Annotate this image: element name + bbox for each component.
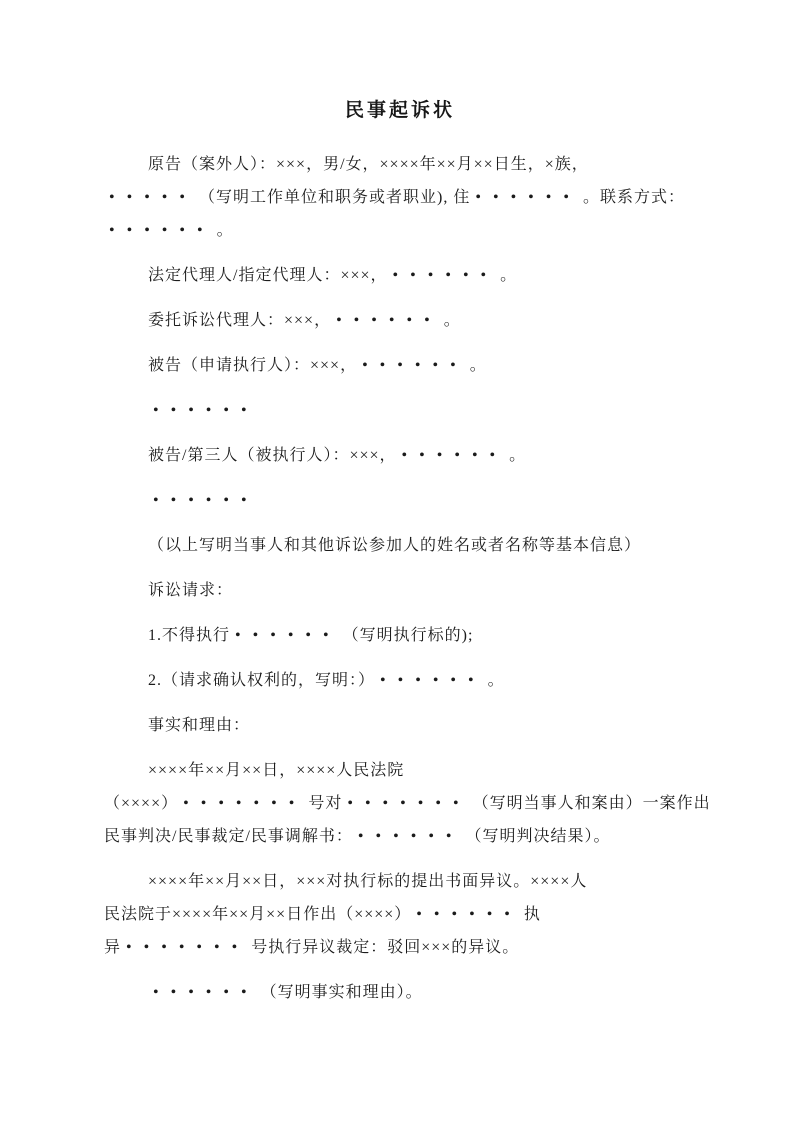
ellipsis-dots: ••••••: [392, 267, 499, 284]
document-line: [104, 394, 704, 427]
ellipsis-dots: •••••: [109, 189, 198, 206]
line-text: （写明执行标的);: [342, 627, 474, 644]
line-text: 2.（请求确认权利的，写明：）: [148, 672, 376, 689]
line-text: 诉讼请求：: [148, 582, 234, 599]
line-text: （写明事实和理由）。: [260, 984, 423, 1001]
line-text: 。: [487, 672, 505, 689]
document-title: 民事起诉状: [344, 100, 455, 121]
document-line: [104, 574, 704, 607]
line-text: 。: [500, 267, 518, 284]
ellipsis-dots: ••••••: [362, 357, 468, 374]
line-text: （写明判决结果）。: [465, 828, 611, 845]
line-text: （写明工作单位和职务或者职业), 住: [199, 189, 471, 206]
ellipsis-dots: ••••••: [475, 189, 581, 206]
ellipsis-dots: ••••••: [336, 312, 442, 329]
ellipsis-dots: ••••••: [380, 672, 486, 689]
line-text: 执: [523, 906, 541, 923]
document-line: [104, 976, 704, 1009]
ellipsis-dots: •••••••: [126, 939, 250, 956]
document-line: [104, 898, 704, 931]
line-text: 事实和理由：: [148, 717, 251, 734]
document-line: [104, 865, 704, 898]
line-text: ××××年××月××日，××××人民法院: [148, 762, 405, 779]
line-text: 。: [216, 222, 234, 239]
ellipsis-dots: ••••••: [416, 906, 522, 923]
document-body: [0, 148, 800, 1009]
ellipsis-dots: ••••••: [357, 828, 464, 845]
ellipsis-dots: ••••••: [235, 627, 341, 644]
line-text: ××××年××月××日，×××对执行标的提出书面异议。××××人: [148, 873, 588, 890]
line-text: 1.不得执行: [148, 627, 231, 644]
document-line: [104, 787, 711, 820]
line-text: 法定代理人/指定代理人：×××，: [148, 267, 388, 284]
document-line: [104, 349, 704, 382]
line-text: 民法院于××××年××月××日作出（××××）: [104, 906, 412, 923]
document-line: [104, 214, 704, 247]
document-line: [104, 820, 704, 853]
document-line: [104, 181, 704, 214]
line-text: 号执行异议裁定：驳回×××的异议。: [251, 939, 520, 956]
document-line: [104, 709, 704, 742]
line-text: 号对: [308, 795, 343, 812]
line-text: （写明当事人和案由）一案作出: [472, 795, 711, 812]
ellipsis-dots: •••••••: [347, 795, 471, 812]
line-text: （以上写明当事人和其他诉讼参加人的姓名或者名称等基本信息）: [148, 537, 642, 554]
line-text: 被告（申请执行人）：×××，: [148, 357, 358, 374]
document-line: [104, 484, 704, 517]
ellipsis-dots: ••••••: [153, 492, 259, 509]
ellipsis-dots: •••••••: [183, 795, 307, 812]
ellipsis-dots: ••••••: [109, 222, 215, 239]
ellipsis-dots: ••••••: [401, 447, 508, 464]
ellipsis-dots: ••••••: [153, 984, 259, 1001]
document-line: [104, 148, 704, 181]
document-line: [104, 664, 704, 697]
ellipsis-dots: ••••••: [153, 402, 259, 419]
line-text: 。: [469, 357, 487, 374]
line-text: 。联系方式：: [582, 189, 685, 206]
document-line: [104, 931, 704, 964]
document-line: [104, 304, 704, 337]
line-text: 委托诉讼代理人：×××，: [148, 312, 332, 329]
line-text: 被告/第三人（被执行人）：×××，: [148, 447, 397, 464]
line-text: 。: [509, 447, 527, 464]
line-text: 异: [104, 939, 122, 956]
document-line: [104, 259, 704, 292]
document-line: [104, 529, 704, 562]
line-text: （××××）: [104, 795, 179, 812]
line-text: 原告（案外人）：×××，男/女，××××年××月××日生，×族，: [148, 156, 589, 173]
document-line: [104, 439, 704, 472]
line-text: 。: [443, 312, 461, 329]
document-line: [104, 619, 704, 652]
document-line: [104, 754, 704, 787]
line-text: 民事判决/民事裁定/民事调解书：: [104, 828, 353, 845]
